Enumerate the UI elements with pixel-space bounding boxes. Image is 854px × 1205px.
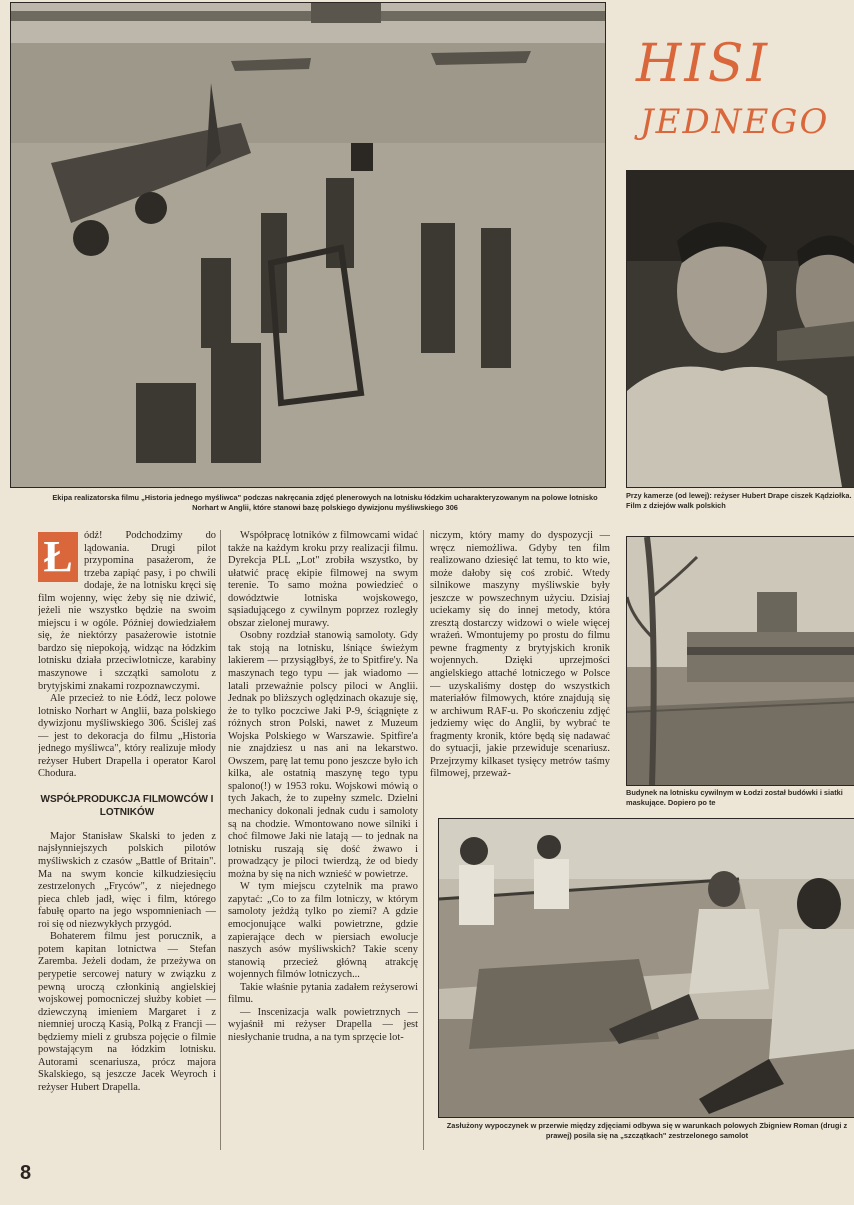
article-col2-paragraph-3: W tym miejscu czytelnik ma prawo zapytać: „Co to za film lotniczy, w którym samoloty jeżdżą tylko po ziemi? A gdzie emocjonujące walki powietrzne, gdzie zapierające dech w piersiach ewolucje naszych asów myśliwskich? Takie sceny stanowią przecież główną atrakcję wojennych filmów lotniczych...: [228, 881, 418, 981]
drop-cap: Ł: [38, 532, 78, 582]
bottom-photo-caption: Zasłużony wypoczynek w przerwie między zdjęciami odbywa się w warunkach polowych Zbigniew Roman (drugi z prawej) posila się na „szczątkach" zestrzelonego samolot: [446, 1121, 848, 1140]
article-col1-paragraph-2: Ale przecież to nie Łódź, lecz polowe lotnisko Norhart w Anglii, baza polskiego dywizjonu myśliwskiego 306. Ściślej zaś — jest to dekoracja do filmu „Historia jednego myśliwca", który realizuje młody reżyser Hubert Drapella i operator Karol Chodura.: [38, 693, 216, 780]
article-col2-paragraph-5: — Inscenizacja walk powietrznych — wyjaśnił mi reżyser Drapella — jest niesłychanie trudna, a na tym sprzęcie lot-: [228, 1006, 418, 1043]
article-column-1: [38, 530, 216, 1150]
column-rule-2: [423, 530, 424, 1150]
article-col1-paragraph-4: Bohaterem filmu jest porucznik, a potem kapitan lotnictwa — Stefan Zaremba. Jeżeli dodam, że przeżywa on perypetie sercowej natury w związku z pewną uroczą członkinią angielskiej wojskowej pomocniczej służby kobiet — dziewczyną imieniem Margaret i z niemniej uroczą Kasią, Polką z Francji — będziemy mieli z grubsza pojęcie o filmie powstającym na łódzkim lotnisku. Autorami scenariusza, prócz majora Skalskiego, są jeszcze Jacek Weyroch i reżyser Hubert Drapella.: [38, 931, 216, 1093]
article-col2-paragraph-1: Współpracę lotników z filmowcami widać także na każdym kroku przy realizacji filmu. Dyrekcja PLL „Lot" zrobiła wszystko, by ułatwić pracę ekipie filmowej na swym terenie. To samo można powiedzieć o dowództwie lotniska wojskowego, sąsiadującego z cywilnym poprzez rozległy obszar zielonej murawy.: [228, 530, 418, 629]
portrait-photo-caption: Przy kamerze (od lewej): reżyser Hubert Drape ciszek Kądziołka. Film z dziejów walk polskich: [626, 491, 852, 510]
page-number: 8: [20, 1162, 32, 1184]
article-title-line1: HISI: [636, 34, 771, 94]
portrait-photo-director: [626, 170, 854, 488]
building-photo-airport: [626, 536, 854, 786]
article-col1-paragraph-3: Major Stanisław Skalski to jeden z najsłynniejszych polskich pilotów myśliwskich z czasów „Battle of Britain". Ma na swym koncie kilkudziesięciu zestrzelonych „Fryców", z niejednego pieca chleb jadł, więc i film, którego fabułę oparto na jego wspomnieniach — roi się od niezwykłych przygód.: [38, 830, 216, 930]
article-title-line2: JEDNEGO: [640, 102, 830, 142]
main-photo-film-crew: [10, 2, 606, 488]
bottom-photo-rest-break: [438, 818, 854, 1118]
article-col2-paragraph-2: Osobny rozdział stanowią samoloty. Gdy tak stoją na lotnisku, lśniące świeżym lakierem — przysiągłbyś, że to Spitfire'y. Na maszynach tego typu — jak wiadomo — latali przeważnie polscy piloci w Anglii. Jednak po bliższych oględzinach okazuje się, że to tylko poczciwe Jaki P-9, ściągnięte z różnych stron Polski, nawet z Muzeum Wojska Polskiego w Warszawie. Spitfire'a nie znajdziesz u nas ani na lekarstwo. Owszem, parę lat temu pono jeszcze było ich kilka, ale ostatnią maszynę tego typu spalono(!) w 1953 roku. Wojskowi mówią o tych Jakach, że to zupełny szmelc. Dzielni mechanicy dokonali jednak cudu i samoloty są na chodzie. Wmontowano nowe silniki i choć filmowe Jaki nie latają — to jednak na lotnisku ruszają się dość żwawo i prowadzący je piloci twierdzą, że od biedy można by się na nich wznieść w powietrze.: [228, 630, 418, 880]
column-rule-1: [220, 530, 221, 1150]
building-photo-caption: Budynek na lotnisku cywilnym w Łodzi został budówki i siatki maskujące. Dopiero po te: [626, 788, 843, 807]
section-subheading: WSPÓŁPRODUKCJA FILMOWCÓW I LOTNIKÓW: [40, 793, 214, 818]
article-col1-paragraph-1: ódź! Podchodzimy do lądowania. Drugi pilot przypomina pasażerom, że trzeba zapiąć pasy, i po chwili dodaje, że na lotnisku kręci się film wojenny, więc żeby się nie dziwić, jeżeli nie wszystko będzie na swoim miejscu i w ogóle. Później dowiedziałem się, że niektórzy pasażerowie istotnie bardzo się niepokoją, widząc na łódzkim lotnisku działa przeciwlotnicze, karabiny maszynowe i szczątki samolotu z brytyjskimi znakami rozpoznawczymi.: [38, 530, 216, 692]
main-photo-caption: Ekipa realizatorska filmu „Historia jednego myśliwca" podczas nakręcania zdjęć plenerowych na lotnisku łódzkim ucharakteryzowanym na polowe lotnisko Norhart w Anglii, które stanowi bazę polskiego dywizjonu myśliwskiego 306: [52, 493, 598, 512]
article-col3-paragraph-1: niczym, który mamy do dyspozycji — wręcz niemożliwa. Gdyby ten film realizowano dziesięć lat temu, to kto wie, może dałoby się coś zrobić. Wtedy silnikowe maszyny myśliwskie były jeszcze w powszechnym użyciu. Dzisiaj uciekamy się do innej metody, która zresztą dostarczy widzowi o wiele więcej wrażeń. Wmontujemy po prostu do filmu pewne fragmenty z brytyjskich kronik wojennych. Dzięki uprzejmości angielskiego attaché lotniczego w Polsce — uzyskaliśmy dostęp do wszystkich materiałów filmowych, które znajdują się w archiwum RAF-u. Po skończeniu zdjęć jedziemy więc do Anglii, by wybrać te fragmenty kronik, które będą się nadawać do sytuacji, jakie przewiduje scenariusz. Przejrzymy kilkaset tysięcy metrów taśmy filmowej, przeważ-: [430, 530, 610, 780]
article-column-2: [228, 530, 418, 1150]
article-col2-paragraph-4: Takie właśnie pytania zadałem reżyserowi filmu.: [228, 981, 418, 1006]
article-column-3: [430, 530, 610, 810]
